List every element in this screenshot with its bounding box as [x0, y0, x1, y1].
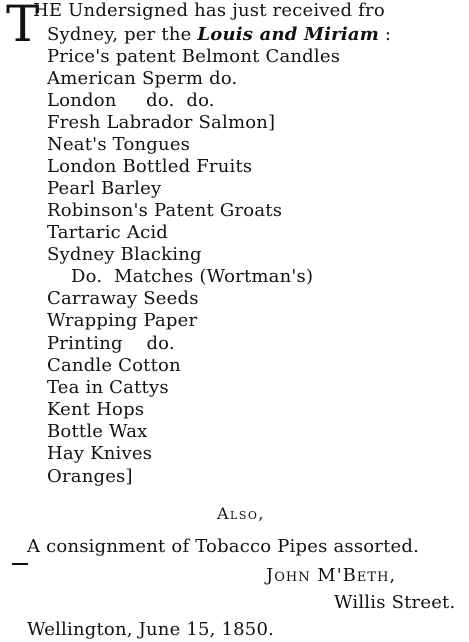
- list-item: Oranges]: [47, 466, 133, 487]
- list-item: Printing do.: [47, 333, 175, 354]
- ship-name: Louis and Miriam: [197, 24, 379, 45]
- intro-line-2: [47, 24, 391, 46]
- list-item: Hay Knives: [47, 443, 153, 464]
- list-item: Tea in Cattys: [47, 377, 169, 398]
- list-item: Carraway Seeds: [47, 288, 199, 309]
- street-address: Willis Street.: [334, 592, 456, 613]
- list-item: Candle Cotton: [47, 355, 181, 376]
- intro-line-1: HE Undersigned has just received fro: [33, 0, 385, 21]
- list-item: Sydney Blacking: [47, 244, 202, 265]
- list-item: Price's patent Belmont Candles: [47, 46, 341, 67]
- dateline: Wellington, June 15, 1850.: [27, 619, 275, 640]
- list-item: Kent Hops: [47, 399, 145, 420]
- list-item: Bottle Wax: [47, 421, 148, 442]
- list-item: Do. Matches (Wortman's): [71, 266, 314, 287]
- list-item: Neat's Tongues: [47, 134, 191, 155]
- margin-dash: [12, 563, 28, 565]
- list-item: Pearl Barley: [47, 178, 162, 199]
- list-item: Wrapping Paper: [47, 310, 198, 331]
- list-item: Tartaric Acid: [47, 222, 169, 243]
- intro-line-2-suffix: :: [378, 24, 392, 45]
- signer-name: John M'Beth,: [266, 565, 397, 586]
- list-item: Robinson's Patent Groats: [47, 200, 283, 221]
- list-item: London Bottled Fruits: [47, 156, 253, 177]
- drop-cap-letter: T: [6, 0, 40, 53]
- consignment-line: A consignment of Tobacco Pipes assorted.: [27, 536, 420, 557]
- list-item: London do. do.: [47, 90, 215, 111]
- list-item: American Sperm do.: [47, 68, 238, 89]
- list-item: Fresh Labrador Salmon]: [47, 112, 276, 133]
- intro-line-2-prefix: Sydney, per the: [47, 24, 198, 45]
- also-heading: Also,: [217, 504, 265, 523]
